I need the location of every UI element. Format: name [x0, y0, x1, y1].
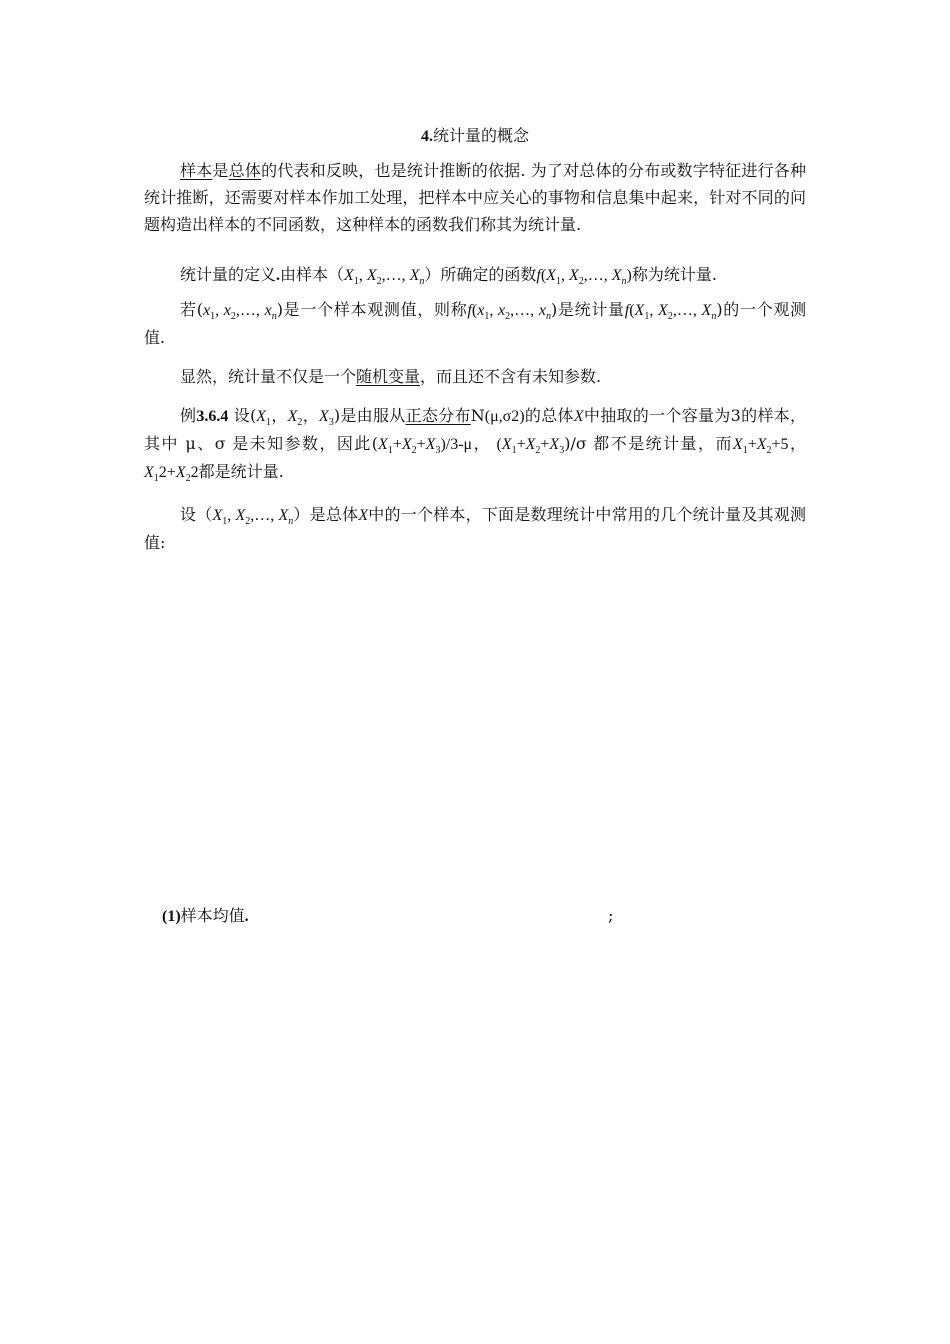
sample-mean-semicolon: ;	[608, 906, 614, 925]
section-number: 4.	[420, 128, 433, 145]
random-variable-link[interactable]: 随机变量	[356, 367, 421, 386]
section-title	[0, 124, 950, 149]
term-sample: 样本	[180, 161, 213, 180]
normal-distribution-link[interactable]: 正态分布	[405, 406, 471, 425]
example-paragraph: 例3.6.4 设($X_1$，$X_2$，$X_3$)是由服从正态分布N(μ,σ2)的总体X中抽取的一个容量为3的样本，其中 μ、σ 是未知参数，因此$(X_1+X_2+X_3)/3-\mu$， $(X_1+X_2+X_3)/\sigma$ 都不是统计量，而$X_1+X_2+5$， $X_12+X_22$都是统计量.	[144, 406, 806, 484]
definition-paragraph: 统计量的定义.由样本（$X_1$, $X_2,\dots$, $X_n$）所确定的函数$f(X_1$, $X_2,\dots$, $X_n$)称为统计量.	[180, 265, 717, 287]
sample-mean-item: (1)样本均值.	[162, 906, 249, 925]
section-title-text: 统计量的概念	[432, 126, 529, 145]
example-number: 3.6.4	[196, 408, 229, 425]
intro-paragraph: 样本是总体的代表和反映，也是统计推断的依据. 为了对总体的分布或数字特征进行各种统计推断，还需要对样本作加工处理，把样本中应关心的事物和信息集中起来，针对不同的问题构造出样本的不同函数，这种样本的函数我们称其为统计量.	[144, 161, 806, 234]
term-population: 总体	[228, 161, 262, 180]
sample-statistics-intro: 设（$X_1$, $X_2,\dots$, $X_n$）是总体X中的一个样本，下面是数理统计中常用的几个统计量及其观测值:	[144, 505, 806, 552]
observation-paragraph: 若($x_1$, $x_2,\dots$, $x_n$)是一个样本观测值，则称$f(x_1$, $x_2,\dots$, $x_n$)是统计量$f(X_1$, $X_2,\dots$, $X_n$)的一个观测值.	[144, 300, 807, 347]
remark-paragraph: 显然，统计量不仅是一个随机变量，而且还不含有未知参数.	[180, 367, 602, 386]
